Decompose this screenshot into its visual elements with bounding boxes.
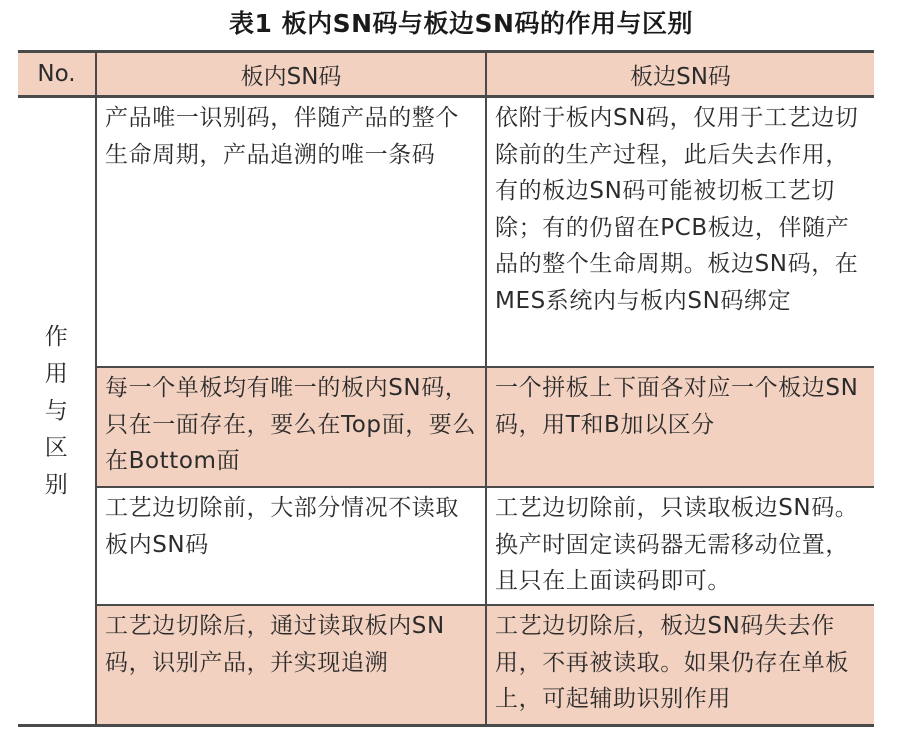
inner-sn-cell: 工艺边切除前，大部分情况不读取板内SN码	[96, 487, 486, 605]
row-group-label: 作用与区别	[44, 323, 69, 498]
row-group-label-cell	[18, 97, 96, 726]
inner-sn-cell: 产品唯一识别码，伴随产品的整个生命周期，产品追溯的唯一条码	[96, 97, 486, 368]
header-no: No.	[18, 52, 96, 97]
header-row	[18, 52, 874, 97]
table-title: 表1 板内SN码与板边SN码的作用与区别	[229, 9, 693, 38]
edge-sn-cell: 工艺边切除后，板边SN码失去作用，不再被读取。如果仍存在单板上，可起辅助识别作用	[486, 605, 874, 726]
table-row	[18, 97, 874, 368]
edge-sn-cell: 一个拼板上下面各对应一个板边SN码，用T和B加以区分	[486, 367, 874, 487]
header-edge-sn: 板边SN码	[486, 52, 874, 97]
header-inner-sn: 板内SN码	[96, 52, 486, 97]
table-row	[18, 367, 874, 487]
inner-sn-cell: 工艺边切除后，通过读取板内SN码，识别产品，并实现追溯	[96, 605, 486, 726]
table-row	[18, 605, 874, 726]
comparison-table	[18, 50, 874, 727]
edge-sn-cell: 依附于板内SN码，仅用于工艺边切除前的生产过程，此后失去作用，有的板边SN码可能被切板工艺切除；有的仍留在PCB板边，伴随产品的整个生命周期。板边SN码，在MES系统内与板内SN码绑定	[486, 97, 874, 368]
inner-sn-cell: 每一个单板均有唯一的板内SN码，只在一面存在，要么在Top面，要么在Bottom面	[96, 367, 486, 487]
edge-sn-cell: 工艺边切除前，只读取板边SN码。换产时固定读码器无需移动位置，且只在上面读码即可。	[486, 487, 874, 605]
table-row	[18, 487, 874, 605]
